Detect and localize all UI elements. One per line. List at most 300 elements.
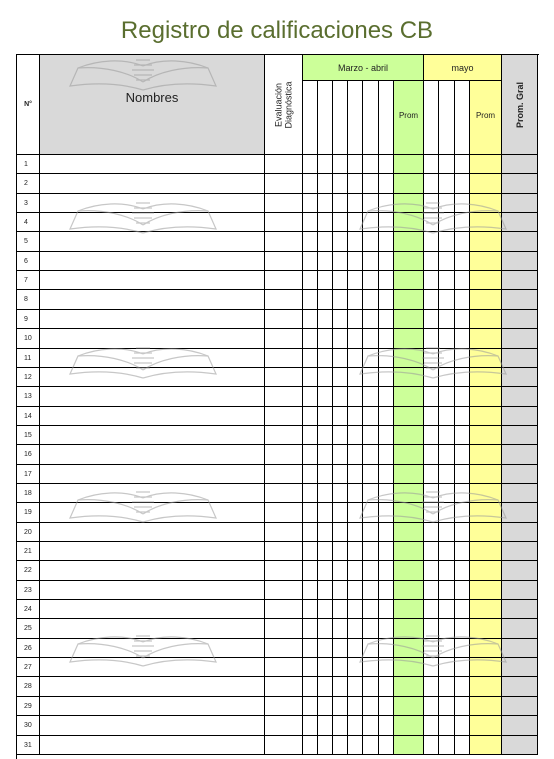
- diagnostic-cell[interactable]: [265, 290, 303, 310]
- diagnostic-cell[interactable]: [265, 155, 303, 174]
- grade-cell[interactable]: [318, 677, 333, 697]
- grade-cell[interactable]: [424, 523, 439, 542]
- grade-cell[interactable]: [363, 271, 379, 290]
- grade-cell[interactable]: [439, 368, 455, 387]
- grade-cell[interactable]: [439, 658, 455, 677]
- grade-cell[interactable]: [348, 213, 363, 232]
- grade-cell[interactable]: [439, 329, 455, 349]
- grade-cell[interactable]: [348, 600, 363, 619]
- grade-cell[interactable]: [363, 736, 379, 755]
- grade-cell[interactable]: [424, 155, 439, 174]
- grade-cell[interactable]: [424, 600, 439, 619]
- grade-cell[interactable]: [363, 542, 379, 561]
- grade-cell[interactable]: [363, 600, 379, 619]
- grade-cell[interactable]: [424, 349, 439, 368]
- grade-cell[interactable]: [318, 349, 333, 368]
- grade-cell[interactable]: [455, 387, 470, 407]
- grade-cell[interactable]: [439, 523, 455, 542]
- grade-cell[interactable]: [318, 387, 333, 407]
- grade-cell[interactable]: [303, 523, 318, 542]
- grade-cell[interactable]: [303, 310, 318, 329]
- diagnostic-cell[interactable]: [265, 600, 303, 619]
- grade-cell[interactable]: [439, 310, 455, 329]
- grade-cell[interactable]: [303, 445, 318, 465]
- grade-cell[interactable]: [303, 290, 318, 310]
- grade-cell[interactable]: [303, 561, 318, 581]
- grade-cell[interactable]: [439, 349, 455, 368]
- diagnostic-cell[interactable]: [265, 716, 303, 736]
- grade-cell[interactable]: [455, 677, 470, 697]
- grade-cell[interactable]: [303, 658, 318, 677]
- grade-cell[interactable]: [455, 639, 470, 658]
- grade-cell[interactable]: [333, 697, 348, 716]
- grade-cell[interactable]: [318, 271, 333, 290]
- grade-cell[interactable]: [303, 349, 318, 368]
- grade-cell[interactable]: [439, 387, 455, 407]
- grade-cell[interactable]: [455, 658, 470, 677]
- grade-cell[interactable]: [303, 426, 318, 445]
- diagnostic-cell[interactable]: [265, 407, 303, 426]
- grade-cell[interactable]: [379, 213, 394, 232]
- diagnostic-cell[interactable]: [265, 426, 303, 445]
- student-name-cell[interactable]: [40, 503, 265, 523]
- grade-cell[interactable]: [318, 310, 333, 329]
- grade-cell[interactable]: [363, 290, 379, 310]
- student-name-cell[interactable]: [40, 465, 265, 484]
- grade-cell[interactable]: [363, 407, 379, 426]
- grade-cell[interactable]: [424, 561, 439, 581]
- student-name-cell[interactable]: [40, 387, 265, 407]
- grade-cell[interactable]: [333, 600, 348, 619]
- grade-cell[interactable]: [455, 561, 470, 581]
- grade-cell[interactable]: [333, 290, 348, 310]
- grade-cell[interactable]: [303, 697, 318, 716]
- grade-cell[interactable]: [318, 600, 333, 619]
- grade-cell[interactable]: [303, 619, 318, 639]
- grade-cell[interactable]: [424, 697, 439, 716]
- grade-cell[interactable]: [363, 523, 379, 542]
- grade-cell[interactable]: [333, 581, 348, 600]
- diagnostic-cell[interactable]: [265, 736, 303, 755]
- grade-cell[interactable]: [455, 290, 470, 310]
- grade-cell[interactable]: [303, 213, 318, 232]
- grade-cell[interactable]: [363, 252, 379, 271]
- grade-cell[interactable]: [424, 503, 439, 523]
- grade-cell[interactable]: [455, 736, 470, 755]
- grade-cell[interactable]: [379, 736, 394, 755]
- grade-cell[interactable]: [455, 252, 470, 271]
- grade-cell[interactable]: [379, 368, 394, 387]
- grade-cell[interactable]: [455, 232, 470, 252]
- grade-cell[interactable]: [439, 600, 455, 619]
- grade-cell[interactable]: [455, 600, 470, 619]
- grade-cell[interactable]: [379, 387, 394, 407]
- diagnostic-cell[interactable]: [265, 445, 303, 465]
- grade-cell[interactable]: [333, 232, 348, 252]
- grade-cell[interactable]: [333, 465, 348, 484]
- grade-cell[interactable]: [379, 271, 394, 290]
- grade-cell[interactable]: [318, 155, 333, 174]
- diagnostic-cell[interactable]: [265, 329, 303, 349]
- grade-cell[interactable]: [318, 716, 333, 736]
- grade-cell[interactable]: [455, 503, 470, 523]
- grade-cell[interactable]: [333, 639, 348, 658]
- diagnostic-cell[interactable]: [265, 232, 303, 252]
- grade-cell[interactable]: [439, 232, 455, 252]
- grade-cell[interactable]: [348, 407, 363, 426]
- grade-cell[interactable]: [424, 445, 439, 465]
- diagnostic-cell[interactable]: [265, 349, 303, 368]
- grade-cell[interactable]: [303, 271, 318, 290]
- grade-cell[interactable]: [303, 174, 318, 194]
- grade-cell[interactable]: [333, 387, 348, 407]
- grade-cell[interactable]: [303, 600, 318, 619]
- diagnostic-cell[interactable]: [265, 465, 303, 484]
- grade-cell[interactable]: [379, 561, 394, 581]
- grade-cell[interactable]: [333, 271, 348, 290]
- student-name-cell[interactable]: [40, 426, 265, 445]
- grade-cell[interactable]: [333, 445, 348, 465]
- grade-cell[interactable]: [333, 213, 348, 232]
- grade-cell[interactable]: [348, 194, 363, 213]
- grade-cell[interactable]: [424, 581, 439, 600]
- grade-cell[interactable]: [348, 310, 363, 329]
- grade-cell[interactable]: [318, 484, 333, 503]
- grade-cell[interactable]: [303, 581, 318, 600]
- grade-cell[interactable]: [439, 174, 455, 194]
- student-name-cell[interactable]: [40, 658, 265, 677]
- grade-cell[interactable]: [348, 561, 363, 581]
- grade-cell[interactable]: [318, 523, 333, 542]
- grade-cell[interactable]: [455, 697, 470, 716]
- grade-cell[interactable]: [439, 194, 455, 213]
- grade-cell[interactable]: [333, 368, 348, 387]
- grade-cell[interactable]: [303, 194, 318, 213]
- grade-cell[interactable]: [379, 290, 394, 310]
- grade-cell[interactable]: [318, 174, 333, 194]
- grade-cell[interactable]: [439, 542, 455, 561]
- student-name-cell[interactable]: [40, 349, 265, 368]
- grade-cell[interactable]: [363, 677, 379, 697]
- diagnostic-cell[interactable]: [265, 581, 303, 600]
- student-name-cell[interactable]: [40, 581, 265, 600]
- diagnostic-cell[interactable]: [265, 310, 303, 329]
- grade-cell[interactable]: [424, 639, 439, 658]
- diagnostic-cell[interactable]: [265, 252, 303, 271]
- grade-cell[interactable]: [363, 658, 379, 677]
- grade-cell[interactable]: [318, 232, 333, 252]
- grade-cell[interactable]: [379, 484, 394, 503]
- student-name-cell[interactable]: [40, 523, 265, 542]
- grade-cell[interactable]: [348, 368, 363, 387]
- grade-cell[interactable]: [455, 619, 470, 639]
- grade-cell[interactable]: [303, 252, 318, 271]
- student-name-cell[interactable]: [40, 445, 265, 465]
- grade-cell[interactable]: [363, 639, 379, 658]
- grade-cell[interactable]: [424, 716, 439, 736]
- grade-cell[interactable]: [348, 426, 363, 445]
- diagnostic-cell[interactable]: [265, 697, 303, 716]
- grade-cell[interactable]: [424, 407, 439, 426]
- grade-cell[interactable]: [439, 407, 455, 426]
- grade-cell[interactable]: [348, 232, 363, 252]
- grade-cell[interactable]: [439, 581, 455, 600]
- student-name-cell[interactable]: [40, 194, 265, 213]
- grade-cell[interactable]: [424, 426, 439, 445]
- grade-cell[interactable]: [348, 677, 363, 697]
- grade-cell[interactable]: [363, 503, 379, 523]
- grade-cell[interactable]: [455, 194, 470, 213]
- diagnostic-cell[interactable]: [265, 639, 303, 658]
- grade-cell[interactable]: [424, 232, 439, 252]
- grade-cell[interactable]: [424, 484, 439, 503]
- grade-cell[interactable]: [348, 542, 363, 561]
- grade-cell[interactable]: [424, 658, 439, 677]
- diagnostic-cell[interactable]: [265, 213, 303, 232]
- grade-cell[interactable]: [379, 445, 394, 465]
- grade-cell[interactable]: [439, 465, 455, 484]
- grade-cell[interactable]: [318, 426, 333, 445]
- grade-cell[interactable]: [333, 310, 348, 329]
- grade-cell[interactable]: [455, 155, 470, 174]
- grade-cell[interactable]: [348, 252, 363, 271]
- student-name-cell[interactable]: [40, 232, 265, 252]
- grade-cell[interactable]: [333, 329, 348, 349]
- grade-cell[interactable]: [303, 387, 318, 407]
- grade-cell[interactable]: [379, 542, 394, 561]
- grade-cell[interactable]: [348, 716, 363, 736]
- grade-cell[interactable]: [333, 658, 348, 677]
- grade-cell[interactable]: [424, 677, 439, 697]
- grade-cell[interactable]: [455, 271, 470, 290]
- grade-cell[interactable]: [455, 445, 470, 465]
- grade-cell[interactable]: [363, 426, 379, 445]
- grade-cell[interactable]: [363, 387, 379, 407]
- student-name-cell[interactable]: [40, 213, 265, 232]
- grade-cell[interactable]: [348, 697, 363, 716]
- diagnostic-cell[interactable]: [265, 368, 303, 387]
- student-name-cell[interactable]: [40, 542, 265, 561]
- grade-cell[interactable]: [363, 232, 379, 252]
- grade-cell[interactable]: [379, 329, 394, 349]
- student-name-cell[interactable]: [40, 561, 265, 581]
- grade-cell[interactable]: [318, 407, 333, 426]
- student-name-cell[interactable]: [40, 290, 265, 310]
- grade-cell[interactable]: [379, 310, 394, 329]
- grade-cell[interactable]: [348, 639, 363, 658]
- grade-cell[interactable]: [363, 349, 379, 368]
- grade-cell[interactable]: [455, 407, 470, 426]
- grade-cell[interactable]: [333, 252, 348, 271]
- grade-cell[interactable]: [318, 290, 333, 310]
- student-name-cell[interactable]: [40, 310, 265, 329]
- grade-cell[interactable]: [379, 619, 394, 639]
- diagnostic-cell[interactable]: [265, 387, 303, 407]
- grade-cell[interactable]: [318, 503, 333, 523]
- student-name-cell[interactable]: [40, 271, 265, 290]
- grade-cell[interactable]: [348, 523, 363, 542]
- grade-cell[interactable]: [333, 503, 348, 523]
- diagnostic-cell[interactable]: [265, 619, 303, 639]
- grade-cell[interactable]: [379, 697, 394, 716]
- grade-cell[interactable]: [333, 561, 348, 581]
- grade-cell[interactable]: [318, 639, 333, 658]
- grade-cell[interactable]: [363, 484, 379, 503]
- grade-cell[interactable]: [439, 155, 455, 174]
- grade-cell[interactable]: [333, 736, 348, 755]
- grade-cell[interactable]: [455, 174, 470, 194]
- grade-cell[interactable]: [348, 329, 363, 349]
- student-name-cell[interactable]: [40, 368, 265, 387]
- grade-cell[interactable]: [318, 368, 333, 387]
- student-name-cell[interactable]: [40, 600, 265, 619]
- grade-cell[interactable]: [455, 523, 470, 542]
- grade-cell[interactable]: [303, 503, 318, 523]
- grade-cell[interactable]: [348, 658, 363, 677]
- grade-cell[interactable]: [379, 426, 394, 445]
- grade-cell[interactable]: [333, 542, 348, 561]
- grade-cell[interactable]: [318, 542, 333, 561]
- grade-cell[interactable]: [439, 271, 455, 290]
- student-name-cell[interactable]: [40, 697, 265, 716]
- diagnostic-cell[interactable]: [265, 523, 303, 542]
- grade-cell[interactable]: [363, 697, 379, 716]
- grade-cell[interactable]: [348, 445, 363, 465]
- grade-cell[interactable]: [303, 368, 318, 387]
- grade-cell[interactable]: [303, 677, 318, 697]
- grade-cell[interactable]: [348, 503, 363, 523]
- student-name-cell[interactable]: [40, 639, 265, 658]
- grade-cell[interactable]: [455, 349, 470, 368]
- grade-cell[interactable]: [303, 407, 318, 426]
- grade-cell[interactable]: [424, 542, 439, 561]
- grade-cell[interactable]: [348, 736, 363, 755]
- grade-cell[interactable]: [333, 484, 348, 503]
- grade-cell[interactable]: [439, 716, 455, 736]
- grade-cell[interactable]: [348, 349, 363, 368]
- grade-cell[interactable]: [439, 252, 455, 271]
- grade-cell[interactable]: [379, 658, 394, 677]
- grade-cell[interactable]: [424, 465, 439, 484]
- grade-cell[interactable]: [318, 329, 333, 349]
- grade-cell[interactable]: [455, 329, 470, 349]
- diagnostic-cell[interactable]: [265, 561, 303, 581]
- grade-cell[interactable]: [363, 213, 379, 232]
- diagnostic-cell[interactable]: [265, 658, 303, 677]
- grade-cell[interactable]: [363, 445, 379, 465]
- grade-cell[interactable]: [363, 465, 379, 484]
- grade-cell[interactable]: [348, 465, 363, 484]
- student-name-cell[interactable]: [40, 619, 265, 639]
- grade-cell[interactable]: [439, 213, 455, 232]
- grade-cell[interactable]: [379, 174, 394, 194]
- grade-cell[interactable]: [363, 329, 379, 349]
- grade-cell[interactable]: [303, 542, 318, 561]
- grade-cell[interactable]: [363, 581, 379, 600]
- grade-cell[interactable]: [439, 484, 455, 503]
- grade-cell[interactable]: [439, 426, 455, 445]
- student-name-cell[interactable]: [40, 174, 265, 194]
- student-name-cell[interactable]: [40, 716, 265, 736]
- grade-cell[interactable]: [424, 271, 439, 290]
- grade-cell[interactable]: [303, 329, 318, 349]
- grade-cell[interactable]: [439, 619, 455, 639]
- grade-cell[interactable]: [439, 736, 455, 755]
- grade-cell[interactable]: [379, 716, 394, 736]
- grade-cell[interactable]: [455, 484, 470, 503]
- grade-cell[interactable]: [318, 561, 333, 581]
- grade-cell[interactable]: [318, 736, 333, 755]
- grade-cell[interactable]: [455, 213, 470, 232]
- student-name-cell[interactable]: [40, 677, 265, 697]
- grade-cell[interactable]: [318, 194, 333, 213]
- grade-cell[interactable]: [348, 484, 363, 503]
- grade-cell[interactable]: [439, 639, 455, 658]
- grade-cell[interactable]: [318, 252, 333, 271]
- student-name-cell[interactable]: [40, 155, 265, 174]
- grade-cell[interactable]: [363, 561, 379, 581]
- student-name-cell[interactable]: [40, 484, 265, 503]
- grade-cell[interactable]: [303, 484, 318, 503]
- grade-cell[interactable]: [363, 619, 379, 639]
- student-name-cell[interactable]: [40, 329, 265, 349]
- grade-cell[interactable]: [439, 561, 455, 581]
- grade-cell[interactable]: [424, 213, 439, 232]
- grade-cell[interactable]: [379, 600, 394, 619]
- grade-cell[interactable]: [303, 716, 318, 736]
- grade-cell[interactable]: [379, 581, 394, 600]
- grade-cell[interactable]: [363, 174, 379, 194]
- grade-cell[interactable]: [348, 174, 363, 194]
- grade-cell[interactable]: [379, 155, 394, 174]
- grade-cell[interactable]: [424, 736, 439, 755]
- grade-cell[interactable]: [333, 349, 348, 368]
- grade-cell[interactable]: [379, 677, 394, 697]
- grade-cell[interactable]: [439, 445, 455, 465]
- grade-cell[interactable]: [455, 542, 470, 561]
- diagnostic-cell[interactable]: [265, 677, 303, 697]
- student-name-cell[interactable]: [40, 736, 265, 755]
- grade-cell[interactable]: [318, 658, 333, 677]
- grade-cell[interactable]: [363, 310, 379, 329]
- grade-cell[interactable]: [348, 387, 363, 407]
- grade-cell[interactable]: [379, 232, 394, 252]
- student-name-cell[interactable]: [40, 252, 265, 271]
- grade-cell[interactable]: [424, 194, 439, 213]
- grade-cell[interactable]: [424, 619, 439, 639]
- grade-cell[interactable]: [379, 252, 394, 271]
- grade-cell[interactable]: [333, 716, 348, 736]
- grade-cell[interactable]: [439, 697, 455, 716]
- diagnostic-cell[interactable]: [265, 503, 303, 523]
- grade-cell[interactable]: [424, 290, 439, 310]
- grade-cell[interactable]: [363, 155, 379, 174]
- grade-cell[interactable]: [424, 310, 439, 329]
- grade-cell[interactable]: [424, 387, 439, 407]
- grade-cell[interactable]: [439, 290, 455, 310]
- diagnostic-cell[interactable]: [265, 174, 303, 194]
- grade-cell[interactable]: [379, 639, 394, 658]
- grade-cell[interactable]: [424, 252, 439, 271]
- grade-cell[interactable]: [333, 155, 348, 174]
- grade-cell[interactable]: [455, 716, 470, 736]
- grade-cell[interactable]: [303, 639, 318, 658]
- student-name-cell[interactable]: [40, 407, 265, 426]
- grade-cell[interactable]: [303, 465, 318, 484]
- grade-cell[interactable]: [363, 716, 379, 736]
- diagnostic-cell[interactable]: [265, 271, 303, 290]
- grade-cell[interactable]: [439, 677, 455, 697]
